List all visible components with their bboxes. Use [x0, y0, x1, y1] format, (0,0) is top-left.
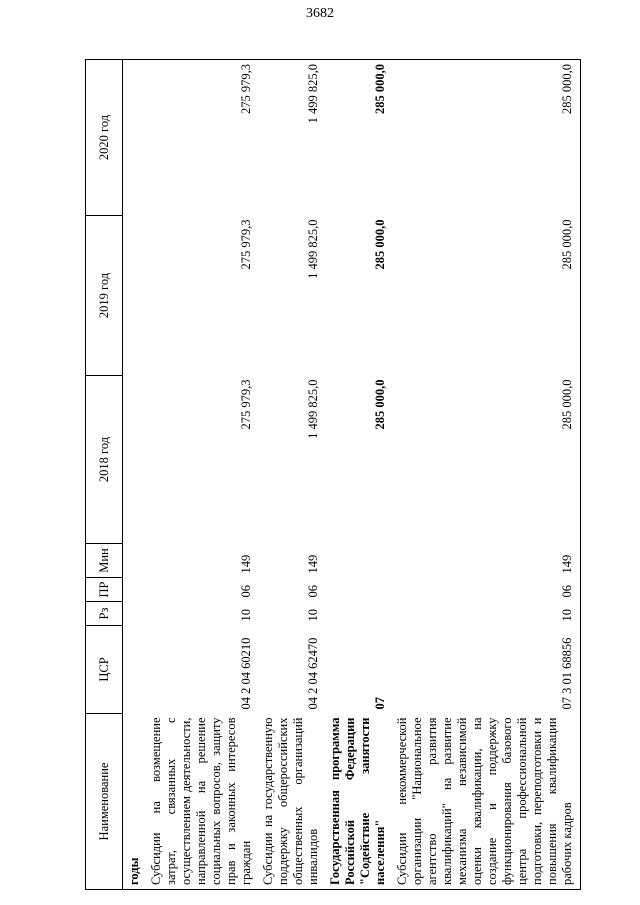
row-name: Субсидии на государственную поддержку общероссийских общественных организаций инвалидов — [259, 714, 326, 890]
row-pr: 06 — [393, 578, 581, 602]
row-2018: 285 000,0 — [373, 379, 387, 430]
row-csr: 04 2 04 60210 — [239, 637, 253, 710]
row-rz: 10 — [393, 602, 581, 626]
table-row — [326, 60, 393, 890]
row-2020: 1 499 825,0 — [259, 60, 326, 216]
row-csr: 04 2 04 62470 — [306, 637, 320, 710]
row-2019: 285 000,0 — [393, 216, 581, 376]
row-min: 149 — [393, 544, 581, 578]
col-pr-header: ПР — [86, 578, 123, 602]
col-2018-header: 2018 год — [86, 376, 123, 544]
budget-table — [85, 59, 581, 890]
row-2020: 285 000,0 — [326, 60, 393, 216]
row-2020: 285 000,0 — [393, 60, 581, 216]
table-row — [147, 60, 259, 890]
row-rz — [326, 602, 393, 626]
rotated-table-container — [85, 60, 585, 890]
table-header — [86, 60, 123, 890]
row-name: Субсидии на возмещение затрат, связанных с осуществлением деятельности, направленной на решение социальных вопросов, защиту прав и законных интересов граждан — [147, 714, 259, 890]
row-csr: 07 — [373, 697, 387, 710]
table-row — [259, 60, 326, 890]
section-label: годы — [123, 714, 148, 890]
row-2020: 275 979,3 — [147, 60, 259, 216]
row-2019: 285 000,0 — [373, 219, 387, 270]
row-2019: 275 979,3 — [239, 219, 253, 270]
row-2018: 285 000,0 — [393, 376, 581, 544]
row-2018: 1 499 825,0 — [306, 379, 320, 439]
row-min: 149 — [306, 554, 320, 574]
col-2020-header: 2020 год — [86, 60, 123, 216]
row-rz: 10 — [306, 609, 320, 622]
row-name: Государственная программа Российской Федерации "Содействие занятости населения" — [326, 714, 393, 890]
row-min: 149 — [239, 554, 253, 574]
col-name-header: Наименование — [86, 714, 123, 890]
col-rz-header: Рз — [86, 602, 123, 626]
section-row — [123, 60, 148, 890]
row-name: Субсидии некоммерческой организации "Национальное агентство развития квалификаций" на развитие механизма независимой оценки квалификации, на создание и поддержку функционирования базового центра профессиональной подготовки, переподготовки и повышения квалификации рабочих кадров — [393, 714, 581, 890]
row-rz: 10 — [239, 609, 253, 622]
col-min-header: Мин — [86, 544, 123, 578]
row-pr: 06 — [306, 585, 320, 598]
table-row — [393, 60, 581, 890]
row-pr: 06 — [239, 585, 253, 598]
col-2019-header: 2019 год — [86, 216, 123, 376]
page-number: 3682 — [306, 6, 334, 21]
row-min — [326, 544, 393, 578]
row-2019: 1 499 825,0 — [306, 219, 320, 279]
row-2018: 275 979,3 — [239, 379, 253, 430]
col-csr-header: ЦСР — [86, 626, 123, 714]
row-pr — [326, 578, 393, 602]
row-csr: 07 3 01 68856 — [393, 626, 581, 714]
